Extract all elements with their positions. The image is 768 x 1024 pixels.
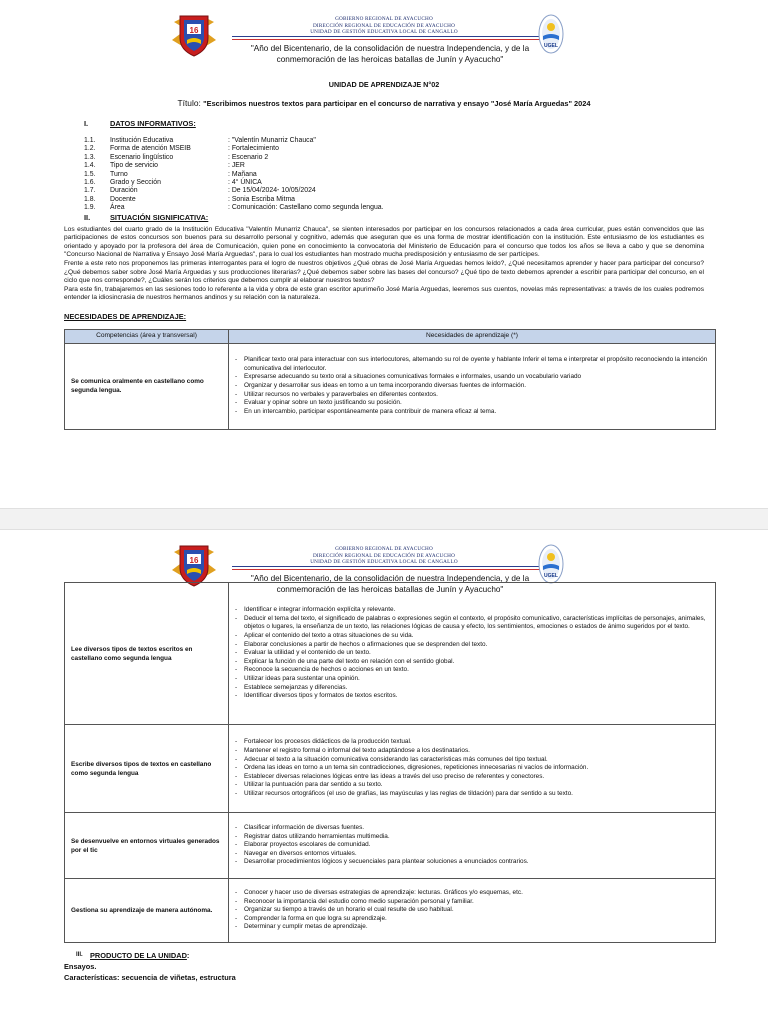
list-item: - Expresarse adecuando su texto oral a situaciones comunicativas formales e informales, usando un vocabulario variado [235, 373, 709, 382]
section-title: DATOS INFORMATIVOS: [110, 119, 196, 129]
needs-cell [229, 725, 716, 813]
info-value: : Fortalecimiento [228, 145, 279, 153]
info-number: 1.4. [84, 162, 96, 170]
list-item: - Mantener el registro formal o informal del texto adaptándose a los destinatarios. [235, 747, 709, 756]
page-1 [0, 0, 768, 508]
section-title: SITUACIÓN SIGNIFICATIVA: [110, 212, 209, 222]
info-key: Institución Educativa [110, 137, 174, 145]
info-key: Área [110, 204, 125, 212]
info-value: : Mañana [228, 170, 257, 178]
needs-list [235, 356, 709, 416]
header-rule-red [232, 569, 562, 570]
list-item: - Utilizar la puntuación para dar sentido a su texto. [235, 781, 709, 790]
section-title: PRODUCTO DE LA UNIDAD [90, 951, 187, 960]
info-key: Tipo de servicio [110, 162, 158, 170]
header-rule-red [232, 39, 562, 40]
info-key: Docente [110, 195, 136, 203]
column-header-needs: Necesidades de aprendizaje (*) [229, 329, 716, 343]
competency-cell: Se desenvuelve en entornos virtuales generados por el tic [65, 813, 229, 879]
info-value: : "Valentín Munarriz Chauca" [228, 137, 316, 145]
ugel-emblem-icon [538, 544, 564, 584]
product-line-1: Ensayos. [64, 961, 97, 971]
learning-needs-table-continued [64, 582, 716, 943]
needs-list [235, 824, 709, 867]
table-row [65, 583, 716, 725]
gov-line-3: UNIDAD DE GESTIÓN EDUCATIVA LOCAL DE CANGALLO [310, 559, 458, 565]
unit-number-title: UNIDAD DE APRENDIZAJE N°02 [328, 80, 440, 89]
title-text: "Escribimos nuestros textos para participar en el concurso de narrativa y ensayo "José María Arguedas" 2024 [203, 98, 591, 108]
situation-paragraph-2: Frente a este reto nos proponemos las primeras interrogantes para el logro de nuestros objetivos ¿Qué obras de José María Arguedas hemos leído?, ¿Qué necesitamos aprender y hacer para participar del concurso? ¿Qué debemos saber sobre José María Arguedas y sus producciones literarias? ¿Qué debemos saber sobre las bases del concurso? ¿Qué tipo de texto debemos aprender a escribir para participar del concurso, en el ciclo que nos corresponde?, ¿Cuáles serán los criterios que debemos cumplir al elaborar nuestros textos? [64, 259, 704, 285]
government-header [0, 546, 768, 566]
header-rule [232, 36, 562, 37]
needs-list [235, 889, 709, 932]
svg-text:16: 16 [189, 556, 199, 565]
needs-cell [229, 813, 716, 879]
list-item: - Registrar datos utilizando herramientas multimedia. [235, 833, 709, 842]
info-number: 1.8. [84, 195, 96, 203]
learning-needs-table [64, 329, 716, 430]
info-value: : Escenario 2 [228, 153, 269, 161]
needs-cell [229, 343, 716, 429]
list-item: - Explicar la función de una parte del texto en relación con el sentido global. [235, 658, 709, 667]
motto-line-2: conmemoración de las heroicas batallas de Junín y Ayacucho" [276, 584, 504, 594]
needs-list [235, 606, 709, 701]
motto-line-1: "Año del Bicentenario, de la consolidación de nuestra Independencia, y de la [250, 44, 530, 53]
info-number: 1.2. [84, 145, 96, 153]
list-item: - Identificar diversos tipos y formatos de textos escritos. [235, 692, 709, 701]
list-item: - Navegar en diversos entornos virtuales. [235, 850, 709, 859]
list-item: - Utilizar recursos no verbales y paraverbales en diferentes contextos. [235, 391, 709, 400]
learning-needs-heading: NECESIDADES DE APRENDIZAJE: [64, 311, 187, 321]
info-row [84, 145, 768, 153]
info-row [84, 187, 768, 195]
info-key: Turno [110, 170, 128, 178]
gov-line-1: GOBIERNO REGIONAL DE AYACUCHO [335, 16, 433, 22]
info-number: 1.7. [84, 187, 96, 195]
list-item: - Organizar su tiempo a través de un horario el cual resulte de uso habitual. [235, 906, 709, 915]
info-row [84, 137, 768, 145]
section-number: III. [76, 952, 83, 958]
table-row [65, 343, 716, 429]
list-item: - Organizar y desarrollar sus ideas en torno a un tema incorporando diversas fuentes de información. [235, 382, 709, 391]
info-number: 1.5. [84, 170, 96, 178]
column-header-competencies: Competencias (área y transversal) [65, 329, 229, 343]
gov-line-1: GOBIERNO REGIONAL DE AYACUCHO [335, 546, 433, 552]
list-item: - Deducir el tema del texto, el significado de palabras o expresiones según el contexto, el propósito comunicativo, características implícitas de personajes, animales, objetos o lugares, la enseñanza de un texto, las relaciones lógicas de causa y efecto, los sentimientos, emociones o estados de ánimo sugeridos por el texto. [235, 615, 709, 632]
list-item: - Clasificar información de diversas fuentes. [235, 824, 709, 833]
info-row [84, 196, 768, 204]
competency-cell: Se comunica oralmente en castellano como segunda lengua. [65, 343, 229, 429]
title-label: Título: [177, 97, 204, 108]
informative-data-list [84, 137, 768, 213]
page-2 [0, 530, 768, 1024]
table-row [65, 879, 716, 943]
list-item: - Reconocer la importancia del estudio como medio superación personal y familiar. [235, 898, 709, 907]
table-row [65, 813, 716, 879]
gov-line-2: DIRECCIÓN REGIONAL DE EDUCACIÓN DE AYACUCHO [312, 22, 456, 29]
motto-line-2: conmemoración de las heroicas batallas de Junín y Ayacucho" [276, 54, 504, 64]
list-item: - Ordena las ideas en torno a un tema sin contradicciones, digresiones, repeticiones innecesarias ni vacíos de información. [235, 764, 709, 773]
info-row [84, 171, 768, 179]
list-item: - Elaborar proyectos escolares de comunidad. [235, 841, 709, 850]
list-item: - Utilizar ideas para sustentar una opinión. [235, 675, 709, 684]
gov-line-2: DIRECCIÓN REGIONAL DE EDUCACIÓN DE AYACUCHO [312, 552, 456, 559]
list-item: - Comprender la forma en que logra su aprendizaje. [235, 915, 709, 924]
gov-line-3: UNIDAD DE GESTIÓN EDUCATIVA LOCAL DE CANGALLO [310, 29, 458, 35]
list-item: - Elaborar conclusiones a partir de hechos o afirmaciones que se desprenden del texto. [235, 641, 709, 650]
info-value: : Sonia Escriba Mitma [228, 195, 296, 203]
list-item: - Desarrollar procedimientos lógicos y secuenciales para plantear soluciones a enunciados contrarios. [235, 858, 709, 867]
page-header [0, 0, 768, 62]
info-row [84, 179, 768, 187]
section-heading-informative-data [84, 119, 768, 129]
list-item: - En un intercambio, participar espontáneamente para contribuir de manera eficaz al tema. [235, 408, 709, 417]
info-number: 1.1. [84, 137, 96, 145]
info-value: : De 15/04/2024- 10/05/2024 [228, 187, 316, 195]
product-line-2: Características: secuencia de viñetas, estructura [64, 972, 236, 982]
info-key: Forma de atención MSEIB [110, 145, 191, 153]
list-item: - Fortalecer los procesos didácticos de la producción textual. [235, 738, 709, 747]
list-item: - Determinar y cumplir metas de aprendizaje. [235, 923, 709, 932]
ugel-emblem-icon [538, 14, 564, 54]
info-value: : 4° ÚNICA [228, 179, 262, 186]
unit-title [0, 98, 768, 109]
info-number: 1.9. [84, 204, 96, 212]
list-item: - Evaluar la utilidad y el contenido de un texto. [235, 649, 709, 658]
motto-line-1: "Año del Bicentenario, de la consolidación de nuestra Independencia, y de la [250, 574, 530, 583]
competency-cell: Lee diversos tipos de textos escritos en castellano como segunda lengua [65, 583, 229, 725]
table-row [65, 725, 716, 813]
needs-cell [229, 583, 716, 725]
section-number: II. [84, 212, 91, 222]
situation-paragraph-3: Para este fin, trabajaremos en las sesiones todo lo referente a la vida y obra de este gran escritor apurimeño José María Arguedas, leeremos sus cuentos, novelas más representativas: a través de los cuales podremos entender la idiosincrasia de nuestros hermanos andinos y su relación con la naturaleza. [64, 285, 704, 302]
section-title-colon: : [186, 951, 190, 960]
situation-paragraph-1: Los estudiantes del cuarto grado de la Institución Educativa "Valentín Munarriz Chauca", se sienten interesados por participar en los concursos relacionados a cada área curricular, pues están convencidos que las participaciones de estos concursos son buenos para su desarrollo personal y cognitivo, además que aseguran que es una forma de mostrar identificación con la institución. Este entusiasmo de los estudiantes es orientado y apoyado por la profesora del área de Comunicación, quien pone en conocimiento la convocatoria del Ministerio de Educación para el concurso que todos los años se lleva a cabo y que se denomina "Concurso Nacional de Narrativa y Ensayo José María Arguedas", para lo cual los estudiantes han mostrado mucha predisposición y entusiasmo de ser partícipes. [64, 225, 704, 259]
svg-text:16: 16 [189, 26, 199, 35]
list-item: - Aplicar el contenido del texto a otras situaciones de su vida. [235, 632, 709, 641]
section-heading-significant-situation [84, 213, 768, 223]
ugel-logo-text: UGEL [544, 43, 558, 49]
list-item: - Evaluar y opinar sobre un texto justificando su posición. [235, 399, 709, 408]
ugel-logo-text: UGEL [544, 573, 558, 579]
page-separator [0, 508, 768, 530]
section-number: I. [84, 119, 89, 129]
info-row [84, 162, 768, 170]
needs-cell [229, 879, 716, 943]
info-row [84, 154, 768, 162]
list-item: - Establecer diversas relaciones lógicas entre las ideas a través del uso preciso de referentes y conectores. [235, 773, 709, 782]
info-number: 1.6. [84, 179, 96, 186]
list-item: - Reconoce la secuencia de hechos o acciones en un texto. [235, 666, 709, 675]
info-key: Grado y Sección [110, 179, 161, 186]
list-item: - Utilizar recursos ortográficos (el uso de grafías, las mayúsculas y las reglas de tildación) para dar sentido a su texto. [235, 790, 709, 799]
competency-cell: Escribe diversos tipos de textos en castellano como segunda lengua [65, 725, 229, 813]
header-rule [232, 566, 562, 567]
list-item: - Conocer y hacer uso de diversas estrategias de aprendizaje: lecturas. Gráficos y/o esquemas, etc. [235, 889, 709, 898]
info-row [84, 204, 768, 212]
list-item: - Establece semejanzas y diferencias. [235, 684, 709, 693]
section-heading-unit-product [76, 951, 768, 961]
info-value: : JER [228, 162, 245, 170]
info-number: 1.3. [84, 153, 96, 161]
info-key: Duración [110, 187, 138, 195]
needs-list [235, 738, 709, 798]
government-header [0, 16, 768, 36]
year-motto [220, 44, 560, 65]
list-item: - Identificar e integrar información explícita y relevante. [235, 606, 709, 615]
table-header-row [65, 329, 716, 343]
list-item: - Planificar texto oral para interactuar con sus interlocutores, alternando su rol de oyente y hablante Inferir el tema e interpretar el propósito reconociendo la intención comunicativa del interlocutor. [235, 356, 709, 373]
list-item: - Adecuar el texto a la situación comunicativa considerando las características más comunes del tipo textual. [235, 756, 709, 765]
competency-cell: Gestiona su aprendizaje de manera autónoma. [65, 879, 229, 943]
info-value: : Comunicación: Castellano como segunda lengua. [228, 204, 384, 212]
info-key: Escenario lingüístico [110, 153, 174, 161]
